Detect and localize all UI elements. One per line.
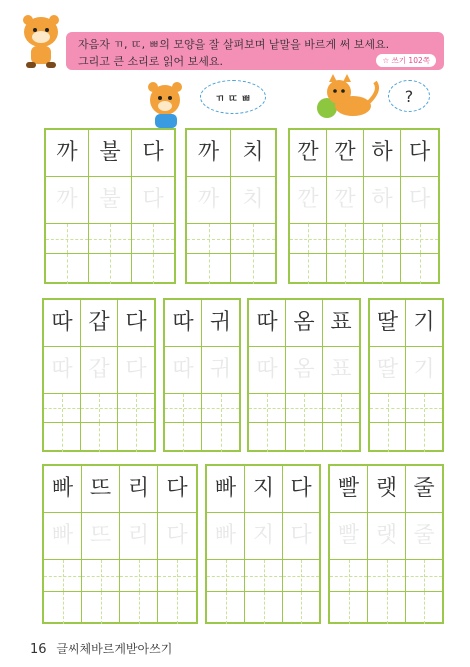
trace-glyph: 따	[51, 357, 73, 382]
glyph: 하	[371, 140, 393, 165]
trace-glyph: 빠	[214, 523, 237, 548]
glyph: 리	[127, 476, 150, 501]
word-box-8[interactable]	[42, 464, 198, 624]
trace-glyph: 다	[166, 523, 188, 548]
trace-glyph: 따	[256, 357, 278, 382]
glyph: 랫	[375, 476, 398, 501]
instruction-banner	[66, 32, 444, 70]
glyph: 갑	[88, 310, 110, 335]
glyph: 줄	[413, 476, 435, 501]
trace-glyph: 귀	[209, 357, 232, 382]
word-box-1[interactable]	[44, 128, 176, 284]
trace-glyph: 기	[413, 357, 435, 382]
trace-glyph: 치	[242, 187, 264, 212]
trace-glyph: 다	[125, 357, 147, 382]
glyph: 불	[99, 140, 121, 165]
page-number: 16	[30, 642, 47, 657]
word-box-6[interactable]	[247, 298, 361, 452]
bear-mascot-icon	[135, 80, 197, 132]
glyph: 깐	[297, 140, 319, 165]
book-title: 글씨체바르게받아쓰기	[56, 642, 173, 656]
glyph: 빠	[51, 476, 74, 501]
trace-glyph: 줄	[413, 523, 435, 548]
glyph: 뜨	[89, 476, 112, 501]
trace-glyph: 딸	[376, 357, 399, 382]
glyph: 다	[166, 476, 188, 501]
glyph: 기	[413, 310, 435, 335]
word-box-3[interactable]	[288, 128, 440, 284]
reference-badge: ☆ 쓰기 102쪽	[376, 54, 436, 67]
glyph: 옴	[293, 310, 315, 335]
glyph: 치	[242, 140, 264, 165]
trace-glyph: 리	[127, 523, 150, 548]
trace-glyph: 빠	[51, 523, 74, 548]
glyph: 지	[252, 476, 275, 501]
trace-glyph: 다	[408, 187, 431, 212]
word-box-2[interactable]	[185, 128, 277, 284]
trace-glyph: 다	[290, 523, 312, 548]
trace-glyph: 옴	[293, 357, 315, 382]
trace-glyph: 까	[197, 187, 220, 212]
glyph: 따	[256, 310, 278, 335]
glyph: 귀	[209, 310, 232, 335]
tiger-mascot-icon	[16, 12, 66, 74]
glyph: 까	[197, 140, 220, 165]
trace-glyph: 빨	[337, 523, 360, 548]
trace-glyph: 까	[56, 187, 78, 212]
trace-glyph: 뜨	[89, 523, 112, 548]
cat-mascot-icon	[305, 72, 385, 128]
glyph: 빨	[337, 476, 360, 501]
trace-glyph: 불	[99, 187, 121, 212]
trace-glyph: 다	[142, 187, 164, 212]
word-box-9[interactable]	[205, 464, 321, 624]
glyph: 다	[290, 476, 312, 501]
glyph: 다	[125, 310, 147, 335]
trace-glyph: 갑	[88, 357, 110, 382]
word-box-5[interactable]	[163, 298, 241, 452]
trace-glyph: 랫	[375, 523, 398, 548]
glyph: 표	[330, 310, 352, 335]
word-box-4[interactable]	[42, 298, 156, 452]
glyph: 다	[142, 140, 164, 165]
glyph: 빠	[214, 476, 237, 501]
instruction-line-2: 그리고 큰 소리로 읽어 보세요.	[78, 55, 223, 68]
glyph: 딸	[376, 310, 399, 335]
glyph: 다	[408, 140, 431, 165]
page-footer	[30, 640, 172, 657]
glyph: 따	[51, 310, 73, 335]
consonant-bubble: ㄲ ㄸ ㅃ	[200, 80, 266, 114]
trace-glyph: 깐	[297, 187, 319, 212]
trace-glyph: 깐	[334, 187, 356, 212]
word-box-7[interactable]	[368, 298, 444, 452]
trace-glyph: 하	[371, 187, 393, 212]
glyph: 까	[56, 140, 78, 165]
trace-glyph: 따	[172, 357, 194, 382]
glyph: 깐	[334, 140, 356, 165]
question-bubble: ?	[388, 80, 430, 112]
instruction-line-1: 자음자 ㄲ, ㄸ, ㅃ의 모양을 잘 살펴보며 낱말을 바르게 써 보세요.	[78, 38, 390, 51]
trace-glyph: 지	[252, 523, 275, 548]
trace-glyph: 표	[330, 357, 352, 382]
glyph: 따	[172, 310, 194, 335]
word-box-10[interactable]	[328, 464, 444, 624]
